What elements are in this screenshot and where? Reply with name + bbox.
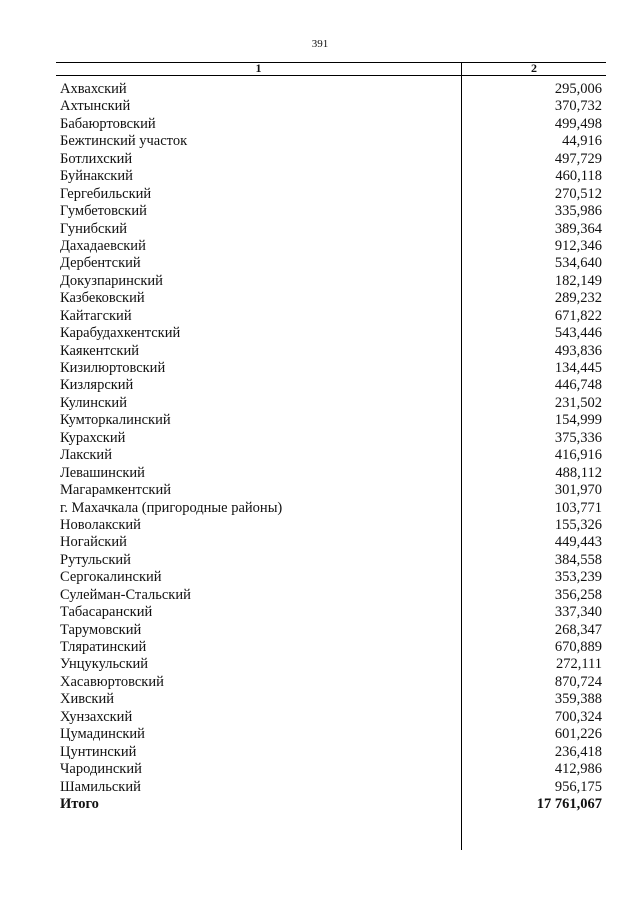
district-name: Табасаранский (60, 604, 153, 621)
district-name: Буйнакский (60, 168, 133, 185)
district-name: Сергокалинский (60, 569, 162, 586)
table-row (56, 98, 606, 115)
district-value: 182,149 (554, 272, 602, 289)
district-value: 543,446 (554, 325, 602, 342)
district-name: Тарумовский (60, 621, 142, 638)
table-row (56, 186, 606, 203)
district-name: Кизилюртовский (60, 360, 166, 376)
district-name: Ботлихский (60, 150, 133, 167)
district-name: Тляратинский (60, 639, 147, 655)
table-row (56, 203, 606, 220)
total-value: 17 761,067 (536, 795, 602, 812)
district-value: 231,502 (554, 394, 602, 411)
district-value: 375,336 (554, 429, 602, 446)
district-name: Кизлярский (60, 377, 134, 394)
total-label: Итого (60, 795, 99, 812)
table-row (56, 726, 606, 743)
table-row (56, 133, 606, 150)
district-name: Сулейман-Стальский (60, 586, 191, 603)
header-bottom-rule (56, 75, 606, 76)
district-name: Гумбетовский (60, 203, 147, 220)
table-row (56, 500, 606, 517)
district-value: 103,771 (554, 499, 602, 516)
district-value: 353,239 (554, 569, 602, 586)
district-value: 700,324 (554, 708, 602, 725)
table-row (56, 308, 606, 325)
table-row (56, 377, 606, 394)
table-row (56, 552, 606, 569)
district-name: Хасавюртовский (60, 673, 164, 690)
district-value: 412,986 (554, 761, 602, 778)
district-value: 416,916 (554, 447, 602, 464)
district-name: Кумторкалинский (60, 412, 171, 429)
table-row (56, 744, 606, 761)
column-header-1: 1 (255, 61, 262, 75)
district-name: Дахадаевский (60, 237, 146, 254)
district-value: 154,999 (554, 412, 602, 429)
district-name: Дербентский (60, 255, 141, 272)
district-name: Ахтынский (60, 98, 131, 115)
table-row (56, 656, 606, 673)
district-name: Казбековский (60, 290, 145, 307)
district-value: 534,640 (554, 255, 602, 272)
table-row (56, 412, 606, 429)
district-value: 912,346 (554, 237, 602, 254)
district-value: 301,970 (554, 482, 602, 499)
table-row (56, 465, 606, 482)
table-row (56, 290, 606, 307)
district-value: 236,418 (554, 743, 602, 760)
district-name: Бежтинский участок (60, 133, 188, 150)
district-value: 499,498 (554, 115, 602, 132)
district-value: 289,232 (554, 290, 602, 307)
district-value: 446,748 (554, 377, 602, 394)
district-name: Хивский (60, 691, 114, 708)
district-name: Докузпаринский (60, 272, 163, 289)
district-name: Цумадинский (60, 726, 145, 743)
district-value: 370,732 (554, 98, 602, 115)
district-value: 449,443 (554, 534, 602, 551)
district-name: Ахвахский (60, 81, 127, 97)
total-row (56, 796, 606, 813)
district-value: 359,388 (554, 691, 602, 708)
table-row (56, 360, 606, 377)
district-name: Рутульский (60, 551, 131, 568)
table-row (56, 761, 606, 778)
district-name: Бабаюртовский (60, 115, 156, 132)
district-value: 44,916 (562, 133, 602, 150)
district-value: 670,889 (554, 639, 602, 655)
table-row (56, 534, 606, 551)
district-name: Цунтинский (60, 743, 137, 760)
table-row (56, 255, 606, 272)
district-name: Магарамкентский (60, 482, 171, 499)
district-name: Карабудахкентский (60, 325, 181, 342)
district-name: Ногайский (60, 534, 127, 551)
table-row (56, 674, 606, 691)
district-value: 268,347 (554, 621, 602, 638)
table-row (56, 168, 606, 185)
table-row (56, 639, 606, 656)
district-name: Каякентский (60, 342, 139, 359)
district-name: Кайтагский (60, 307, 132, 324)
district-value: 870,724 (554, 673, 602, 690)
district-value: 384,558 (554, 551, 602, 568)
district-value: 956,175 (554, 778, 602, 795)
table-row (56, 517, 606, 534)
district-name: Кулинский (60, 394, 127, 411)
district-name: Новолакский (60, 516, 141, 533)
district-name: Лакский (60, 447, 112, 464)
table-row (56, 273, 606, 290)
table-row (56, 709, 606, 726)
district-name: Левашинский (60, 464, 145, 481)
table-row (56, 482, 606, 499)
page-number: 391 (311, 38, 329, 50)
district-value: 295,006 (554, 81, 602, 97)
district-value: 497,729 (554, 150, 602, 167)
district-value: 335,986 (554, 203, 602, 220)
district-value: 488,112 (555, 464, 602, 481)
table-row (56, 151, 606, 168)
district-value: 601,226 (554, 726, 602, 743)
district-name: г. Махачкала (пригородные районы) (60, 499, 283, 516)
table-row (56, 395, 606, 412)
table-row (56, 343, 606, 360)
district-name: Чародинский (60, 761, 142, 778)
district-name: Унцукульский (60, 656, 149, 673)
table-row (56, 604, 606, 621)
district-name: Курахский (60, 429, 126, 446)
district-name: Хунзахский (60, 708, 133, 725)
table-row (56, 622, 606, 639)
table-row (56, 238, 606, 255)
table-row (56, 81, 606, 98)
district-value: 155,326 (554, 516, 602, 533)
table-row (56, 447, 606, 464)
district-value: 270,512 (554, 185, 602, 202)
table-row (56, 116, 606, 133)
district-value: 272,111 (555, 656, 602, 673)
table-row (56, 430, 606, 447)
district-value: 337,340 (554, 604, 602, 621)
district-name: Гунибский (60, 220, 127, 237)
district-value: 356,258 (554, 586, 602, 603)
table-body (56, 81, 606, 813)
district-value: 389,364 (554, 220, 602, 237)
table-row (56, 221, 606, 238)
district-value: 671,822 (554, 307, 602, 324)
district-name: Шамильский (60, 778, 141, 795)
table-row (56, 779, 606, 796)
district-value: 134,445 (554, 360, 602, 376)
table-row (56, 587, 606, 604)
column-header-2: 2 (531, 61, 537, 75)
district-value: 460,118 (555, 168, 602, 185)
table-row (56, 691, 606, 708)
district-value: 493,836 (554, 342, 602, 359)
district-name: Гергебильский (60, 185, 152, 202)
table-row (56, 569, 606, 586)
table-row (56, 325, 606, 342)
